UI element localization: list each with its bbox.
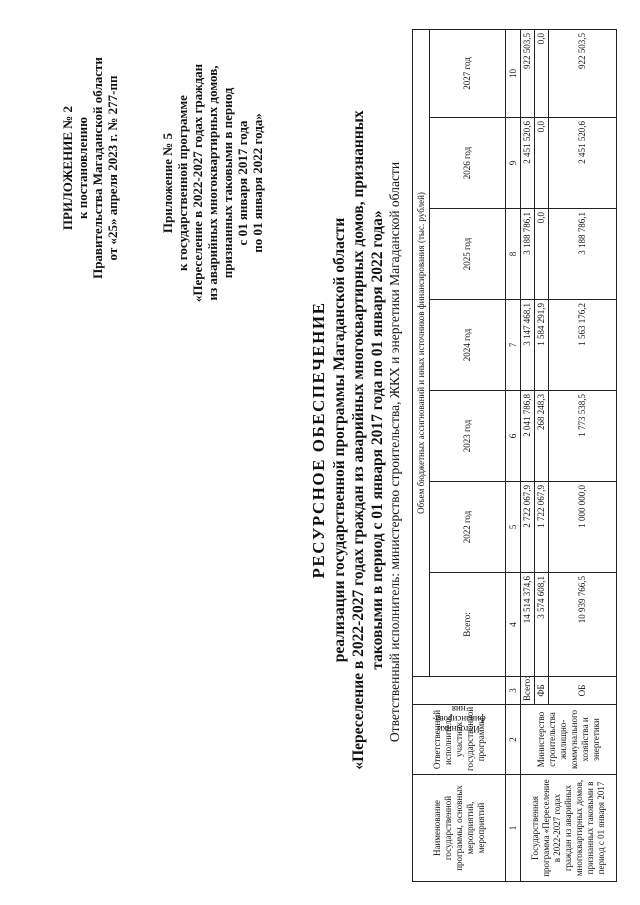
- header-name: Наименование государственной программы, основных мероприятий, мероприятий: [413, 775, 506, 882]
- value-cell: 268 248,3: [535, 391, 549, 482]
- appendix-line: Приложение № 5: [160, 132, 175, 234]
- appendix-2-block: [60, 18, 120, 318]
- value-cell: 3 188 786,1: [521, 209, 535, 300]
- value-cell: 14 514 374,6: [521, 573, 535, 677]
- appendix-line: Правительства Магаданской области: [90, 57, 105, 279]
- appendix-line: к государственной программе: [175, 95, 190, 271]
- column-index: 8: [506, 209, 521, 300]
- table-row: [521, 29, 535, 881]
- value-cell: 3 188 786,1: [549, 209, 617, 300]
- title-heading: РЕСУРСНОЕ ОБЕСПЕЧЕНИЕ: [309, 301, 328, 579]
- value-cell: 2 041 786,8: [521, 391, 535, 482]
- title-line: реализации государственной программы Магаданской области: [331, 217, 348, 663]
- header-year: 2022 год: [430, 482, 506, 573]
- header-volume: Объем бюджетных ассигнований и иных источников финансирования (тыс. рублей): [413, 29, 430, 676]
- value-cell: 1 563 176,2: [549, 300, 617, 391]
- column-index: 1: [506, 775, 521, 882]
- appendix-line: «Переселение в 2022-2027 годах граждан: [190, 63, 205, 303]
- appendix-line: из аварийных многоквартирных домов,: [205, 65, 220, 301]
- appendix-line: с 01 января 2017 года: [235, 120, 250, 246]
- column-index-row: [506, 29, 521, 881]
- value-cell: 0,0: [535, 209, 549, 300]
- value-cell: 1 722 067,9: [535, 482, 549, 573]
- appendix-line: признанных таковыми в период: [220, 87, 235, 279]
- header-source-text: Источники финансирова-ния: [432, 704, 486, 735]
- appendix-line: по 01 января 2022 года»: [250, 113, 265, 253]
- value-cell: 922 503,5: [549, 29, 617, 117]
- value-cell: 0,0: [535, 118, 549, 209]
- responsible-executor: Ответственный исполнитель: министерство строительства, ЖКХ и энергетики Магаданской области: [387, 161, 402, 743]
- title-line: таковыми в период с 01 января 2017 года по 01 января 2022 года»: [369, 210, 386, 670]
- header-year: 2026 год: [430, 118, 506, 209]
- value-cell: 3 574 608,1: [535, 573, 549, 677]
- value-cell: 1 584 291,9: [535, 300, 549, 391]
- value-cell: 922 503,5: [521, 29, 535, 117]
- value-cell: 2 451 520,6: [521, 118, 535, 209]
- value-cell: 3 147 468,1: [521, 300, 535, 391]
- source-cell: ОБ: [549, 677, 617, 705]
- appendix-line: ПРИЛОЖЕНИЕ № 2: [60, 105, 75, 231]
- program-executor: Министерство строительства жилищно-коммунального хозяйства и энергетики: [521, 705, 617, 775]
- value-cell: 1 000 000,0: [549, 482, 617, 573]
- column-index: 6: [506, 391, 521, 482]
- column-index: 4: [506, 573, 521, 677]
- header-year: 2025 год: [430, 209, 506, 300]
- header-year: 2027 год: [430, 29, 506, 117]
- header-year: 2024 год: [430, 300, 506, 391]
- title-line: «Переселение в 2022-2027 годах граждан из аварийных многоквартирных домов, признанных: [350, 110, 367, 770]
- value-cell: 2 451 520,6: [549, 118, 617, 209]
- resource-table: [412, 29, 617, 882]
- program-name: Государственная программа «Переселение в 2022-2027 годах граждан из аварийных многоквартирных домов, признанных таковыми в период с 01 января 2017: [521, 775, 617, 882]
- header-year: 2023 год: [430, 391, 506, 482]
- source-cell: ФБ: [535, 677, 549, 705]
- appendix-5-block: [160, 18, 265, 348]
- header-total: Всего:: [430, 573, 506, 677]
- value-cell: 10 939 766,5: [549, 573, 617, 677]
- value-cell: 0,0: [535, 29, 549, 117]
- header-source: [413, 677, 506, 735]
- source-cell: Всего:: [521, 677, 535, 705]
- value-cell: 2 722 067,9: [521, 482, 535, 573]
- column-index: 10: [506, 29, 521, 117]
- column-index: 5: [506, 482, 521, 573]
- appendix-line: к постановлению: [75, 116, 90, 220]
- column-index: 7: [506, 300, 521, 391]
- document-title: [308, 15, 387, 865]
- column-index: 2: [506, 705, 521, 775]
- value-cell: 1 773 538,5: [549, 391, 617, 482]
- column-index: 3: [506, 677, 521, 705]
- column-index: 9: [506, 118, 521, 209]
- header-executor: Ответственный исполнитель, участник государственной программы: [413, 705, 506, 775]
- appendix-line: от «25» апреля 2023 г. № 277-пп: [105, 75, 120, 261]
